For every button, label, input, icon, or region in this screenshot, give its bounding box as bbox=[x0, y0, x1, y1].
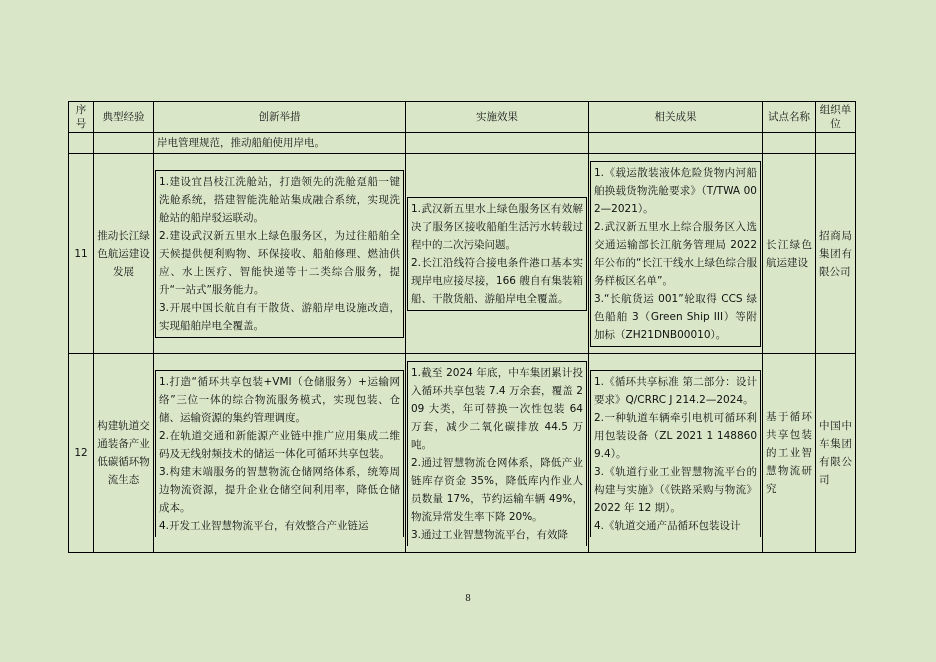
outcome-item: 1.《循环共享标准 第二部分：设计要求》Q/CRRC J 214.2—2024。 bbox=[594, 375, 757, 406]
header-org: 组织单位 bbox=[816, 102, 856, 133]
row-pilot: 长江绿色航运建设 bbox=[763, 154, 816, 354]
row-measures bbox=[154, 154, 406, 354]
header-seq: 序号 bbox=[69, 102, 94, 133]
row-seq: 11 bbox=[69, 154, 94, 354]
measure-item: 1.打造“循环共享包装+VMI（仓储服务）+运输网络”三位一体的综合物流服务模式，实现包装、仓储、运输资源的集约管理调度。 bbox=[159, 375, 400, 424]
effect-item: 3.通过工业智慧物流平台，有效降 bbox=[411, 528, 569, 541]
row-seq: 12 bbox=[69, 354, 94, 553]
outcome-item: 3.“长航货运 001”轮取得 CCS 绿色船舶 3（Green Ship III）等附加标（ZH21DNB00010）。 bbox=[594, 292, 757, 341]
measure-item: 2.在轨道交通和新能源产业链中推广应用集成二维码及无线射频技术的储运一体化可循环共享包装。 bbox=[159, 429, 400, 460]
header-pilot: 试点名称 bbox=[763, 102, 816, 133]
effect-item: 1.武汉新五里水上绿色服务区有效解决了服务区接收船舶生活污水转载过程中的二次污染问题。 bbox=[411, 202, 583, 251]
row-pilot: 基于循环共享包装的工业智慧物流研究 bbox=[763, 354, 816, 553]
header-effects: 实施效果 bbox=[406, 102, 589, 133]
table-row bbox=[69, 154, 856, 354]
header-measures: 创新举措 bbox=[154, 102, 406, 133]
continuation-row bbox=[69, 133, 856, 154]
measure-item: 3.开展中国长航自有干散货、游船岸电设施改造，实现船舶岸电全覆盖。 bbox=[159, 301, 400, 332]
effect-item: 2.长江沿线符合接电条件港口基本实现岸电应接尽接，166 艘自有集装箱船、干散货船、游船岸电全覆盖。 bbox=[411, 256, 583, 305]
outcome-item: 2.一种轨道车辆牵引电机可循环利用包装设备（ZL 2021 1 1488609.4）。 bbox=[594, 411, 757, 460]
row-org: 中国中车集团有限公司 bbox=[816, 354, 856, 553]
measure-item: 3.构建末端服务的智慧物流仓储网络体系，统筹周边物流资源，提升企业仓储空间利用率，降低仓储成本。 bbox=[159, 465, 400, 514]
measure-item: 1.建设宜昌枝江洗舱站，打造领先的洗舱趸船一键洗舱系统，搭建智能洗舱站集成融合系统，实现洗舱站的船岸驳运联动。 bbox=[159, 175, 400, 224]
row-measures bbox=[154, 354, 406, 553]
measure-item: 4.开发工业智慧物流平台，有效整合产业链运 bbox=[159, 519, 369, 532]
measure-item: 2.建设武汉新五里水上绿色服务区，为过往船舶全天候提供便利购物、环保接收、船舶修理、燃油供应、水上医疗、智能快递等十二类综合服务，提升“一站式”服务能力。 bbox=[159, 229, 400, 296]
row-effects bbox=[406, 154, 589, 354]
table-row bbox=[69, 354, 856, 553]
row-effects bbox=[406, 354, 589, 553]
row-outcomes bbox=[589, 354, 763, 553]
outcome-item: 4.《轨道交通产品循环包装设计 bbox=[594, 519, 741, 532]
page-number: 8 bbox=[465, 594, 471, 604]
row-outcomes bbox=[589, 154, 763, 354]
continuation-measures: 岸电管理规范，推动船舶使用岸电。 bbox=[154, 133, 406, 154]
table-header-row bbox=[69, 102, 856, 133]
header-outcomes: 相关成果 bbox=[589, 102, 763, 133]
header-experience: 典型经验 bbox=[94, 102, 154, 133]
effect-item: 1.截至 2024 年底，中车集团累计投入循环共享包装 7.4 万余套，覆盖 209 大类，年可替换一次性包装 64 万套，减少二氧化碳排放 44.5 万吨。 bbox=[411, 366, 583, 451]
policy-table bbox=[68, 101, 856, 553]
outcome-item: 1.《载运散装液体危险货物内河船舶换载货物洗舱要求》（T/TWA 002—2021）。 bbox=[594, 166, 757, 215]
row-org: 招商局集团有限公司 bbox=[816, 154, 856, 354]
effect-item: 2.通过智慧物流仓网体系，降低产业链库存资金 35%，降低库内作业人员数量 17%，节约运输车辆 49%，物流异常发生率下降 20%。 bbox=[411, 456, 583, 523]
row-experience: 构建轨道交通装备产业低碳循环物流生态 bbox=[94, 354, 154, 553]
outcome-item: 2.武汉新五里水上综合服务区入选交通运输部长江航务管理局 2022 年公布的“长江干线水上绿色综合服务样板区名单”。 bbox=[594, 220, 757, 287]
row-experience: 推动长江绿色航运建设发展 bbox=[94, 154, 154, 354]
outcome-item: 3.《轨道行业工业智慧物流平台的构建与实施》（《铁路采购与物流》2022 年 12 期）。 bbox=[594, 465, 757, 514]
